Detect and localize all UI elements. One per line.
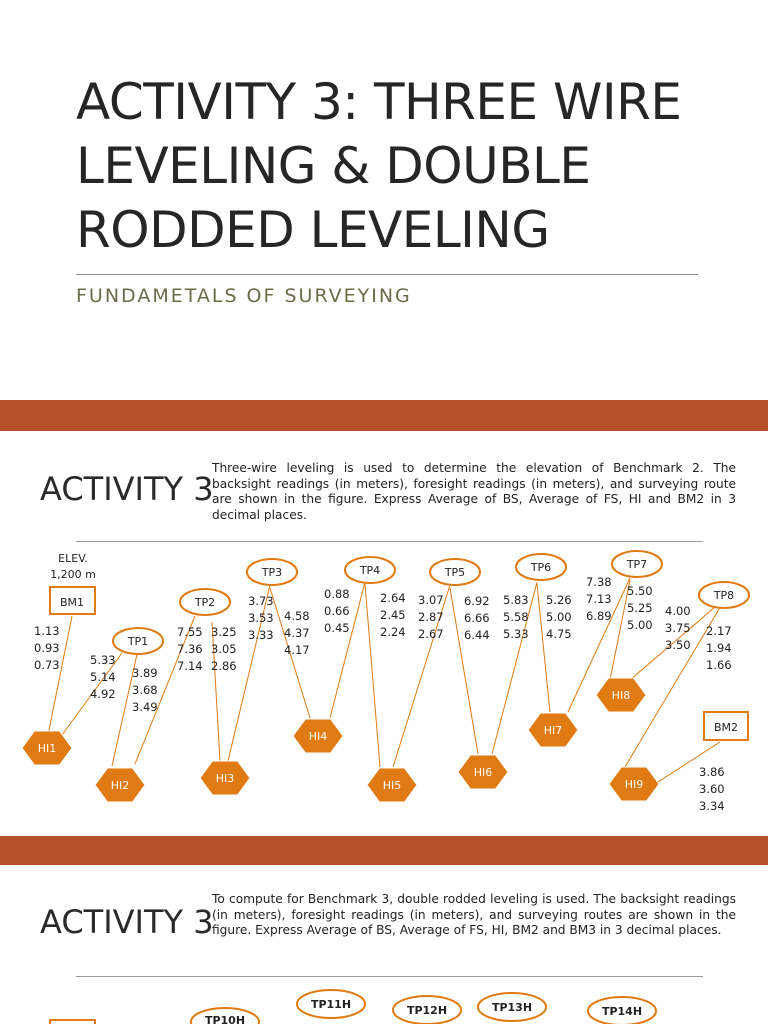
tp13h-label: TP13H	[491, 1001, 533, 1014]
reading-value: 3.25	[211, 625, 237, 639]
reading-value: 2.64	[380, 591, 406, 605]
reading-value: 5.50	[627, 584, 653, 598]
title-line-2: LEVELING & DOUBLE	[76, 137, 591, 195]
slide-subtitle: FUNDAMETALS OF SURVEYING	[76, 285, 412, 307]
reading-value: 7.36	[177, 642, 203, 656]
reading-value: 3.50	[665, 638, 691, 652]
elevation-label: ELEV.	[58, 552, 88, 565]
tp10h-label: TP10H	[204, 1014, 246, 1024]
reading-value: 2.67	[418, 627, 444, 641]
reading-value: 1.66	[706, 658, 732, 672]
activity-instructions-2: To compute for Benchmark 3, double rodded leveling is used. The backsight readings (in meters), foresight readings (in meters), and surveying routes are shown in the figure. Express Average of BS, Average of FS, HI, BM2 and BM3 in 3 decimal places.	[212, 892, 736, 937]
reading-value: 2.87	[418, 610, 444, 624]
reading-value: 5.26	[546, 593, 572, 607]
reading-value: 6.44	[464, 628, 490, 642]
activity-heading-2: ACTIVITY 3	[40, 903, 214, 941]
reading-value: 6.92	[464, 594, 490, 608]
reading-value: 0.73	[34, 658, 60, 672]
tp14h-label: TP14H	[601, 1005, 643, 1018]
reading-value: 7.38	[586, 575, 612, 589]
reading-value: 5.14	[90, 670, 116, 684]
slide-title	[76, 70, 736, 262]
benchmark-bm1	[50, 587, 95, 614]
title-divider	[76, 274, 698, 275]
reading-value: 2.45	[380, 608, 406, 622]
benchmark-box-partial	[50, 1020, 95, 1024]
reading-value: 5.00	[546, 610, 572, 624]
hi3-label: HI3	[215, 772, 235, 785]
reading-value: 3.86	[699, 765, 725, 779]
reading-value: 4.37	[284, 626, 310, 640]
tp1-label: TP1	[127, 635, 149, 648]
reading-value: 4.00	[665, 604, 691, 618]
reading-value: 3.34	[699, 799, 725, 813]
reading-value: 3.73	[248, 594, 274, 608]
hi9-label: HI9	[624, 778, 644, 791]
reading-value: 3.60	[699, 782, 725, 796]
bm2-label: BM2	[713, 721, 739, 734]
tp5-label: TP5	[444, 566, 466, 579]
reading-value: 5.58	[503, 610, 529, 624]
reading-value: 0.66	[324, 604, 350, 618]
reading-value: 1.13	[34, 624, 60, 638]
tp3-label: TP3	[261, 566, 283, 579]
reading-value: 5.25	[627, 601, 653, 615]
title-line-1: ACTIVITY 3: THREE WIRE	[76, 73, 682, 131]
reading-value: 3.33	[248, 628, 274, 642]
reading-value: 7.14	[177, 659, 203, 673]
hi1-label: HI1	[37, 742, 57, 755]
reading-value: 4.75	[546, 627, 572, 641]
reading-value: 6.89	[586, 609, 612, 623]
reading-value: 4.58	[284, 609, 310, 623]
slide-separator-band-2	[0, 836, 768, 865]
tp2-label: TP2	[194, 596, 216, 609]
reading-value: 2.24	[380, 625, 406, 639]
hi4-label: HI4	[308, 730, 328, 743]
reading-value: 5.33	[503, 627, 529, 641]
hi2-label: HI2	[110, 779, 130, 792]
activity-instructions: Three-wire leveling is used to determine the elevation of Benchmark 2. The backsight readings (in meters), foresight readings (in meters), and surveying route are shown in the figure. Express Average of BS, Average of FS, HI and BM2 in 3 decimal places.	[212, 461, 736, 522]
reading-value: 5.00	[627, 618, 653, 632]
reading-value: 5.83	[503, 593, 529, 607]
tp12h-label: TP12H	[406, 1004, 448, 1017]
tp6-label: TP6	[530, 561, 552, 574]
activity-heading: ACTIVITY 3	[40, 470, 214, 508]
bm1-label: BM1	[59, 596, 85, 609]
tp8-label: TP8	[713, 589, 735, 602]
tp7-label: TP7	[626, 558, 648, 571]
reading-value: 7.13	[586, 592, 612, 606]
hi8-label: HI8	[611, 689, 631, 702]
title-line-3: RODDED LEVELING	[76, 201, 550, 259]
reading-value: 4.92	[90, 687, 116, 701]
hi7-label: HI7	[543, 724, 563, 737]
reading-value: 3.68	[132, 683, 158, 697]
reading-value: 3.05	[211, 642, 237, 656]
slide-separator-band	[0, 400, 768, 431]
double-rodded-diagram	[0, 976, 768, 1024]
reading-value: 2.17	[706, 624, 732, 638]
reading-value: 0.45	[324, 621, 350, 635]
title-slide	[0, 0, 768, 400]
reading-value: 3.53	[248, 611, 274, 625]
leveling-diagram	[0, 540, 768, 840]
tp11h-label: TP11H	[310, 998, 352, 1011]
reading-value: 7.55	[177, 625, 203, 639]
tp4-label: TP4	[359, 564, 381, 577]
hi5-label: HI5	[382, 779, 402, 792]
reading-value: 3.49	[132, 700, 158, 714]
reading-value: 4.17	[284, 643, 310, 657]
reading-value: 0.93	[34, 641, 60, 655]
elevation-value: 1,200 m	[50, 568, 96, 581]
reading-value: 1.94	[706, 641, 732, 655]
reading-value: 3.89	[132, 666, 158, 680]
reading-value: 6.66	[464, 611, 490, 625]
reading-value: 2.86	[211, 659, 237, 673]
benchmark-bm2	[704, 712, 748, 740]
reading-value: 3.07	[418, 593, 444, 607]
hi6-label: HI6	[473, 766, 493, 779]
reading-value: 3.75	[665, 621, 691, 635]
reading-value: 0.88	[324, 587, 350, 601]
reading-value: 5.33	[90, 653, 116, 667]
